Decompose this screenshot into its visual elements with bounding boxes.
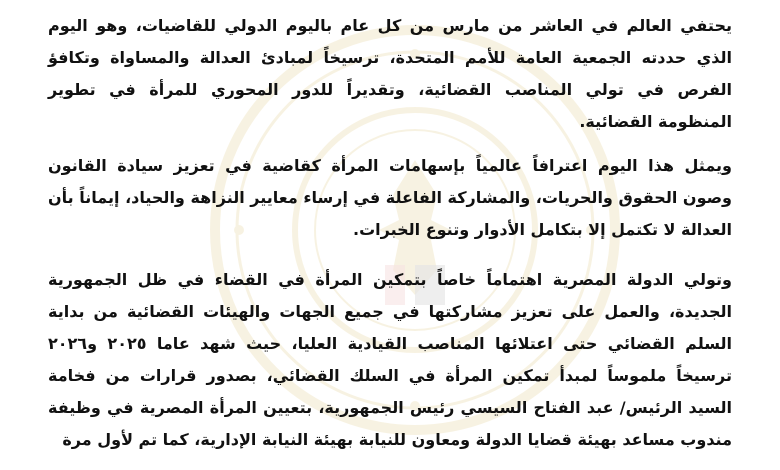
document-body	[48, 0, 732, 456]
paragraph-2: ويمثل هذا اليوم اعترافاً عالمياً بإسهامات المرأة كقاضية في تعزيز سيادة القانون وصون الحقوق والحريات، والمشاركة الفاعلة في إرساء معايير النزاهة والحياد، إيماناً بأن العدالة لا تكتمل إلا بتكامل الأدوار وتنوع الخبرات.	[48, 156, 732, 239]
paragraph-3: وتولي الدولة المصرية اهتماماً خاصاً بتمكين المرأة في القضاء في ظل الجمهورية الجديدة، والعمل على تعزيز مشاركتها في جميع الجهات والهيئات القضائية من بداية السلم القضائي حتى اعتلائها المناصب القيادية العليا، حيث شهد عاما ٢٠٢٥ و٢٠٢٦ ترسيخاً ملموساً لمبدأ تمكين المرأة في السلك القضائي، بصدور قرارات من فخامة السيد الرئيس/ عبد الفتاح السيسي رئيس الجمهورية، بتعيين المرأة المصرية في وظيفة مندوب مساعد بهيئة قضايا الدولة ومعاون للنيابة بهيئة النيابة الإدارية، كما تم لأول مرة	[48, 270, 733, 449]
paragraph-1: يحتفي العالم في العاشر من مارس من كل عام باليوم الدولي للقاضيات، وهو اليوم الذي حددته الجمعية العامة للأمم المتحدة، ترسيخاً لمبادئ العدالة والمساواة وتكافؤ الفرص في تولي المناصب القضائية، وتقديراً للدور المحوري للمرأة في تطوير المنظومة القضائية.	[48, 16, 732, 131]
